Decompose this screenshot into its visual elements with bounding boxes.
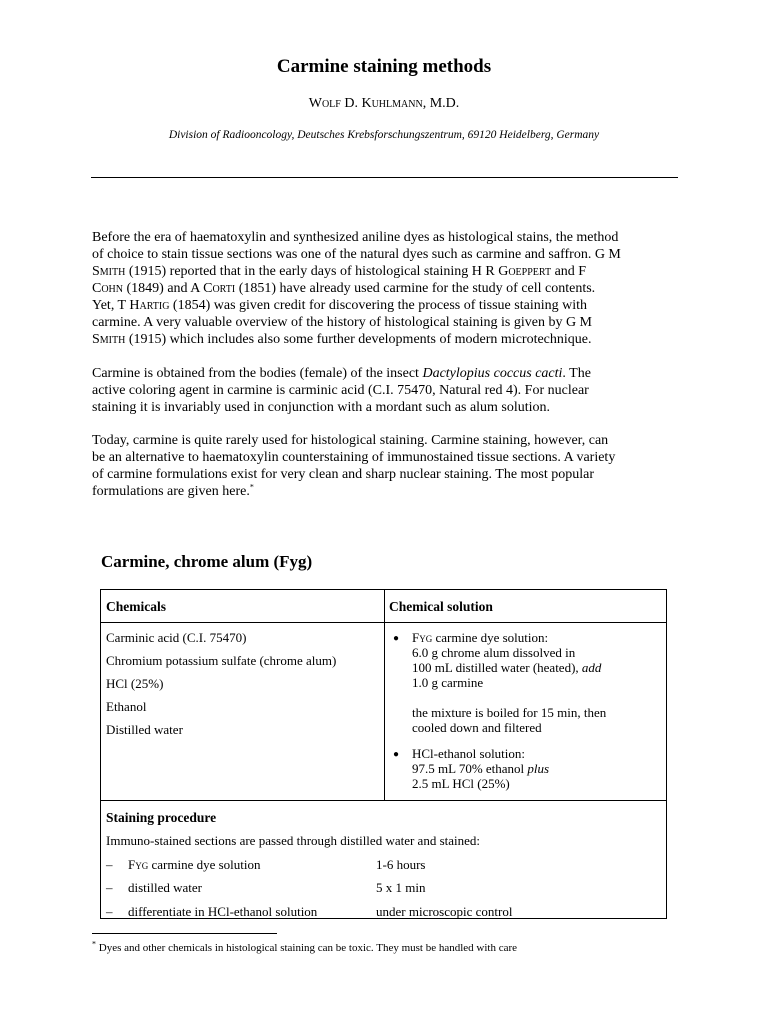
intro-paragraph-history xyxy=(92,229,678,348)
bullet-icon: ● xyxy=(393,749,400,760)
text-line: Today, carmine is quite rarely used for histological staining. Carmine staining, however, can xyxy=(92,433,609,448)
chemicals-list xyxy=(106,630,336,745)
footnote-reference[interactable]: * xyxy=(249,482,254,492)
text-line: active coloring agent in carmine is carminic acid (C.I. 75470, Natural red 4). For nuclear xyxy=(92,383,589,398)
bullet-icon: ● xyxy=(393,633,400,644)
hcl-ethanol-solution xyxy=(412,746,549,791)
recipe-table: Chemicals Chemical solution Carminic acid (C.I. 75470) Chromium potassium sulfate (chrome alum) HCl (25%) Ethanol Distilled water ● Fyg carmine dye solution: 6.0 g chrome alum dissolved in 100 mL distilled water (heated), add 1.0 g carmine the mixture is boiled for 15 min, then cooled down and filtered ● HCl-ethanol solution: 97.5 mL 70% ethanol plus 2.5 mL HCl (25%) Staining procedure Immuno-stained sections are passed through distilled water and stained: – Fyg carmine dye solution 1-6 hours – distilled water 5 x 1 min – differentiate in HCl-ethanol solution under microscopic control xyxy=(100,589,667,919)
procedure-title: Staining procedure xyxy=(106,810,217,825)
text-line: Before the era of haematoxylin and synthesized aniline dyes as histological stains, the method xyxy=(92,230,619,245)
solution-line: 97.5 mL 70% ethanol plus xyxy=(412,761,550,776)
text-line: Smith (1915) reported that in the early days of histological staining H R Goeppert and F xyxy=(92,264,587,279)
footnote: * Dyes and other chemicals in histological staining can be toxic. They must be handled with care xyxy=(92,939,518,954)
text-line: carmine. A very valuable overview of the history of histological staining is given by G M xyxy=(92,315,593,330)
text-line: Yet, T Hartig (1854) was given credit for discovering the process of tissue staining with xyxy=(92,298,587,313)
procedure-intro: Immuno-stained sections are passed through distilled water and stained: xyxy=(106,833,481,848)
procedure-divider xyxy=(101,800,666,801)
solution-line: 1.0 g carmine xyxy=(412,675,484,690)
affiliation: Division of Radiooncology, Deutsches Krebsforschungszentrum, 69120 Heidelberg, Germany xyxy=(168,129,600,141)
author-name: Wolf D. Kuhlmann, M.D. xyxy=(308,96,460,111)
header-divider xyxy=(91,177,678,178)
solution-line: 100 mL distilled water (heated), add xyxy=(412,660,602,675)
chemical-item: Chromium potassium sulfate (chrome alum) xyxy=(106,653,337,668)
solution-line: 6.0 g chrome alum dissolved in xyxy=(412,645,576,660)
chemical-item: HCl (25%) xyxy=(106,676,164,691)
text-line: of choice to stain tissue sections was one of the natural dyes such as carmine and saffron. G M xyxy=(92,247,621,262)
header-row-divider xyxy=(101,622,666,623)
solution-line: the mixture is boiled for 15 min, then xyxy=(412,705,607,720)
solution-line: cooled down and filtered xyxy=(412,720,542,735)
chemical-item: Carminic acid (C.I. 75470) xyxy=(106,630,247,645)
text-line: staining it is invariably used in conjunction with a mordant such as alum solution. xyxy=(92,400,551,415)
chemical-item: Ethanol xyxy=(106,699,147,714)
solution-line: Fyg carmine dye solution: xyxy=(412,630,549,645)
text-line: of carmine formulations exist for very clean and sharp nuclear staining. The most popular xyxy=(92,467,595,482)
section-title: Carmine, chrome alum (Fyg) xyxy=(101,552,313,571)
footnote-divider xyxy=(92,933,277,934)
chemicals-header: Chemicals xyxy=(106,599,166,614)
text-line: Carmine is obtained from the bodies (female) of the insect Dactylopius coccus cacti. The xyxy=(92,366,591,381)
text-line: Cohn (1849) and A Corti (1851) have already used carmine for the study of cell contents. xyxy=(92,281,596,296)
intro-paragraph-usage xyxy=(92,432,678,500)
intro-paragraph-source xyxy=(92,365,678,416)
chemical-item: Distilled water xyxy=(106,722,183,737)
solution-line: HCl-ethanol solution: xyxy=(412,746,526,761)
solution-header: Chemical solution xyxy=(389,599,493,614)
solution-line: 2.5 mL HCl (25%) xyxy=(412,776,510,791)
text-line: be an alternative to haematoxylin counterstaining of immunostained tissue sections. A variety xyxy=(92,450,616,465)
text-line: Smith (1915) which includes also some further developments of modern microtechnique. xyxy=(92,332,592,347)
text-line: formulations are given here.* xyxy=(92,482,254,499)
page-title: Carmine staining methods xyxy=(276,56,492,77)
dye-solution xyxy=(412,630,606,735)
